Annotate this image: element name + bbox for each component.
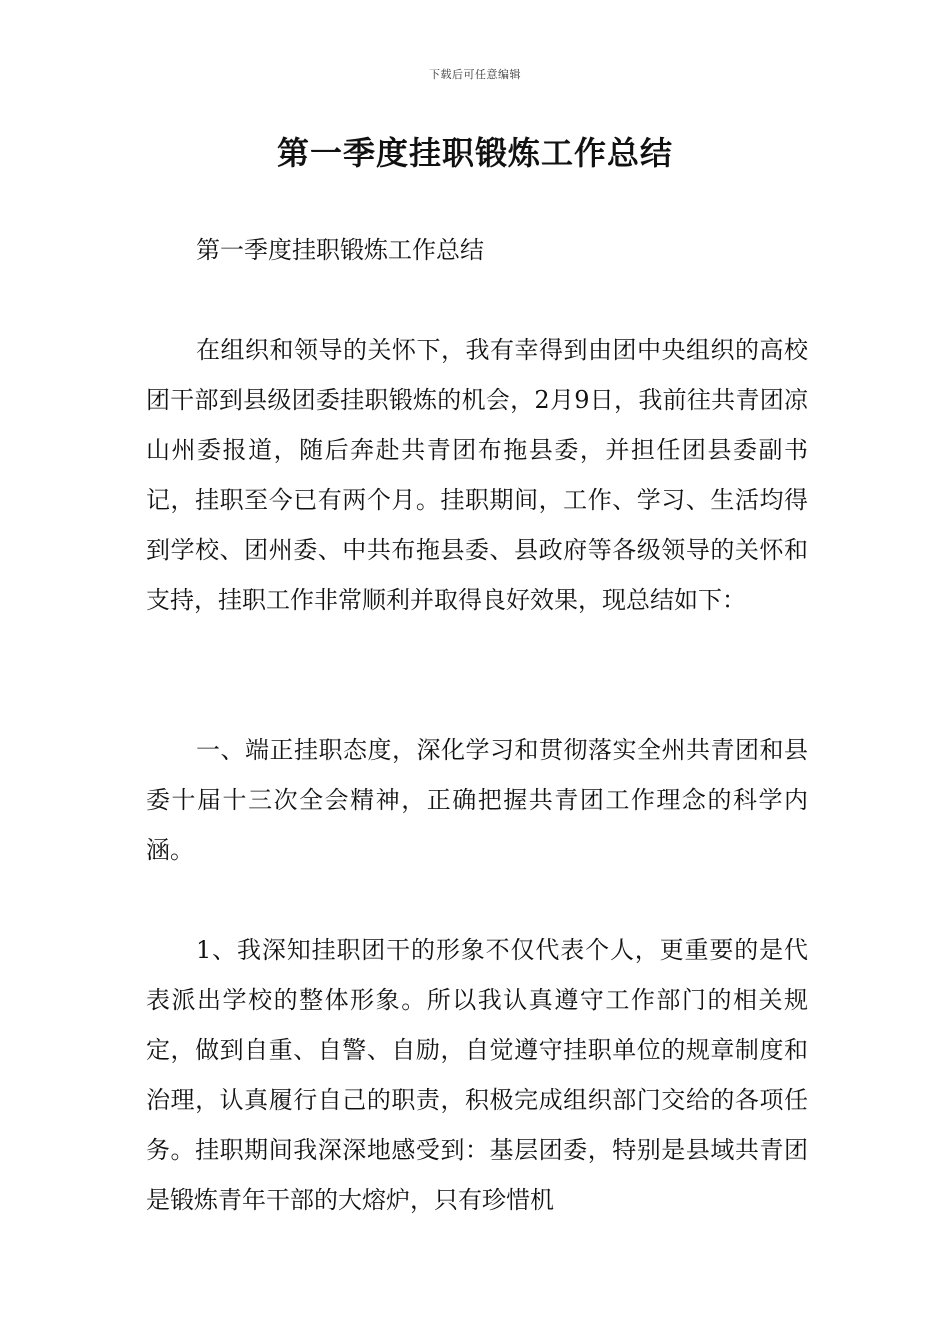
document-title: 第一季度挂职锻炼工作总结 bbox=[276, 134, 673, 172]
paragraph-subtitle: 第一季度挂职锻炼工作总结 bbox=[196, 236, 484, 264]
header-note: 下载后可任意编辑 bbox=[429, 68, 521, 81]
paragraph-section-one: 一、端正挂职态度，深化学习和贯彻落实全州共青团和县委十届十三次全会精神，正确把握共青团工作理念的科学内涵。 bbox=[146, 736, 808, 864]
paragraph-intro: 在组织和领导的关怀下，我有幸得到由团中央组织的高校团干部到县级团委挂职锻炼的机会，2月9日，我前往共青团凉山州委报道，随后奔赴共青团布拖县委，并担任团县委副书记，挂职至今已有两个月。挂职期间，工作、学习、生活均得到学校、团州委、中共布拖县委、县政府等各级领导的关怀和支持，挂职工作非常顺利并取得良好效果，现总结如下： bbox=[146, 336, 808, 614]
paragraph-point-one: 1、我深知挂职团干的形象不仅代表个人，更重要的是代表派出学校的整体形象。所以我认真遵守工作部门的相关规定，做到自重、自警、自励，自觉遵守挂职单位的规章制度和治理，认真履行自己的职责，积极完成组织部门交给的各项任务。挂职期间我深深地感受到：基层团委，特别是县域共青团是锻炼青年干部的大熔炉，只有珍惜机 bbox=[146, 936, 808, 1214]
